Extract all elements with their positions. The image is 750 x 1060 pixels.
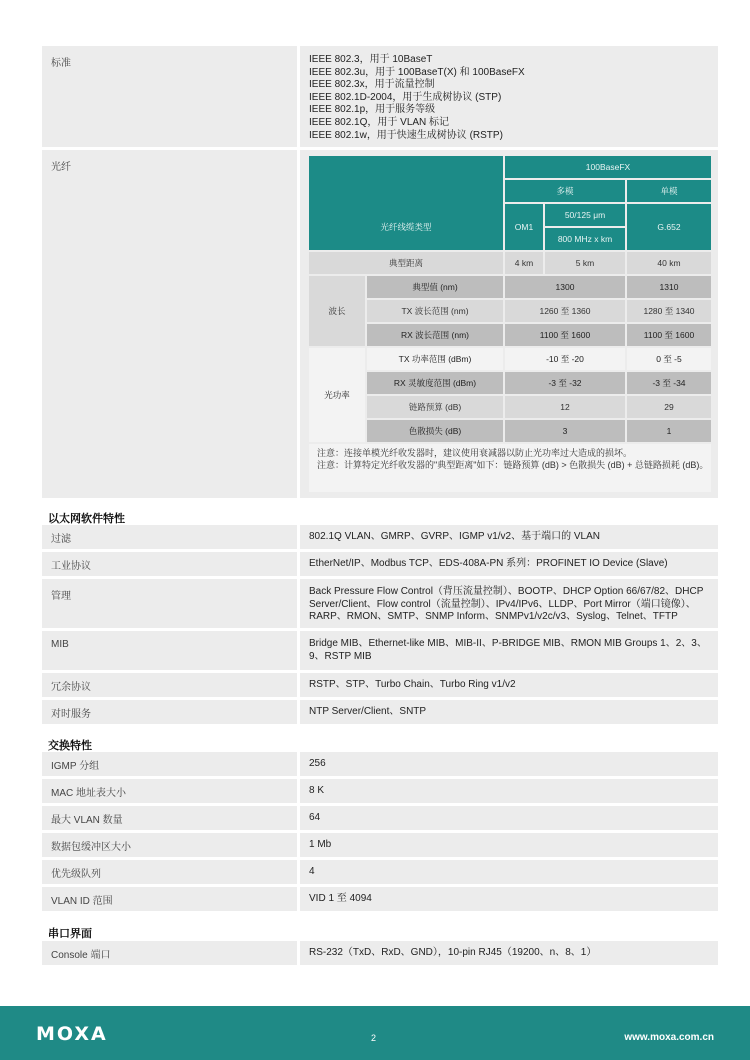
console-port-label: Console 端口: [42, 941, 297, 965]
igmp-label: IGMP 分组: [42, 752, 297, 776]
header-singlemode: 单模: [627, 180, 711, 202]
max-vlan-value: 64: [300, 806, 718, 830]
section-title-switch: 交换特性: [48, 740, 92, 752]
page-number: 2: [371, 1033, 377, 1043]
note-distance: 注意：计算特定光纤收发器的"典型距离"如下：链路预算 (dB) > 色散损失 (dB) + 总链路损耗 (dB)。: [317, 460, 709, 470]
op-rx-sm: -3 至 -34: [627, 372, 711, 394]
priority-label: 优先级队列: [42, 860, 297, 884]
op-rx-label: RX 灵敏度范围 (dBm): [367, 372, 503, 394]
website-link[interactable]: www.moxa.com.cn: [624, 1032, 714, 1043]
spec-row: [42, 806, 718, 830]
spec-row: [42, 833, 718, 857]
cable-spec-top: 50/125 μm: [545, 204, 625, 226]
redundancy-value: RSTP、STP、Turbo Chain、Turbo Ring v1/v2: [300, 673, 718, 697]
op-disp-mm: 3: [505, 420, 625, 442]
op-budget-label: 链路预算 (dB): [367, 396, 503, 418]
section-title-serial: 串口界面: [48, 928, 92, 940]
mac-table-value: 8 K: [300, 779, 718, 803]
buffer-value: 1 Mb: [300, 833, 718, 857]
spec-row: [42, 552, 718, 576]
time-service-label: 对时服务: [42, 700, 297, 724]
distance-om1: 4 km: [505, 252, 543, 274]
igmp-value: 256: [300, 752, 718, 776]
spec-row: [42, 752, 718, 776]
standards-row: [42, 46, 718, 147]
wl-typical-sm: 1310: [627, 276, 711, 298]
wl-rx-sm: 1100 至 1600: [627, 324, 711, 346]
op-tx-sm: 0 至 -5: [627, 348, 711, 370]
optical-power-label: 光功率: [309, 348, 365, 442]
op-disp-label: 色散损失 (dB): [367, 420, 503, 442]
distance-multimode: 5 km: [545, 252, 625, 274]
standards-label: 标准: [42, 46, 297, 147]
standard-line: IEEE 802.1D-2004，用于生成树协议 (STP): [309, 91, 502, 103]
wl-tx-sm: 1280 至 1340: [627, 300, 711, 322]
spec-row: [42, 860, 718, 884]
wl-typical-label: 典型值 (nm): [367, 276, 503, 298]
mac-table-label: MAC 地址表大小: [42, 779, 297, 803]
standard-line: IEEE 802.3x，用于流量控制: [309, 79, 435, 91]
header-multimode: 多模: [505, 180, 625, 202]
wl-tx-mm: 1260 至 1360: [505, 300, 625, 322]
header-100basefx: 100BaseFX: [505, 156, 711, 178]
wl-rx-mm: 1100 至 1600: [505, 324, 625, 346]
cable-g652: G.652: [627, 204, 711, 250]
wavelength-label: 波长: [309, 276, 365, 346]
op-budget-mm: 12: [505, 396, 625, 418]
vlan-id-value: VID 1 至 4094: [300, 887, 718, 911]
filter-label: 过滤: [42, 525, 297, 549]
standard-line: IEEE 802.1Q，用于 VLAN 标记: [309, 116, 450, 128]
moxa-logo: MOXA: [36, 1023, 108, 1045]
op-budget-sm: 29: [627, 396, 711, 418]
priority-value: 4: [300, 860, 718, 884]
industrial-protocol-label: 工业协议: [42, 552, 297, 576]
management-label: 管理: [42, 579, 297, 628]
standards-value: [300, 46, 718, 147]
spec-row: [42, 673, 718, 697]
section-title-ethernet: 以太网软件特性: [48, 513, 125, 525]
note-attenuator: 注意：连接单模光纤收发器时，建议使用衰减器以防止光功率过大造成的损坏。: [317, 448, 633, 458]
op-tx-label: TX 功率范围 (dBm): [367, 348, 503, 370]
mib-label: MIB: [42, 631, 297, 670]
console-port-value: RS-232（TxD、RxD、GND），10-pin RJ45（19200、n、8、1）: [300, 941, 718, 965]
wl-rx-label: RX 波长范围 (nm): [367, 324, 503, 346]
buffer-label: 数据包缓冲区大小: [42, 833, 297, 857]
spec-row: [42, 941, 718, 965]
fiber-label: 光纤: [42, 150, 297, 498]
spec-row: [42, 631, 718, 670]
cable-spec-bottom: 800 MHz x km: [545, 228, 625, 250]
management-value: Back Pressure Flow Control（背压流量控制）、BOOTP、DHCP Option 66/67/82、DHCP Server/Client、Flow control（流量控制）、IPv4/IPv6、LLDP、Port Mirror（端口镜像）、RARP、RMON、SMTP、SNMP Inform、SNMPv1/v2c/v3、Syslog、Telnet、TFTP: [300, 579, 718, 628]
typical-distance-label: 典型距离: [309, 252, 503, 274]
spec-row: [42, 579, 718, 628]
standard-line: IEEE 802.1w，用于快速生成树协议 (RSTP): [309, 129, 503, 141]
standard-line: IEEE 802.3，用于 10BaseT: [309, 54, 433, 65]
op-disp-sm: 1: [627, 420, 711, 442]
spec-row: [42, 525, 718, 549]
spec-row: [42, 779, 718, 803]
filter-value: 802.1Q VLAN、GMRP、GVRP、IGMP v1/v2、基于端口的 VLAN: [300, 525, 718, 549]
spec-row: [42, 887, 718, 911]
wl-typical-mm: 1300: [505, 276, 625, 298]
spec-row: [42, 700, 718, 724]
distance-singlemode: 40 km: [627, 252, 711, 274]
wl-tx-label: TX 波长范围 (nm): [367, 300, 503, 322]
cable-type-label: 光纤线缆类型: [309, 204, 503, 250]
standard-line: IEEE 802.3u，用于 100BaseT(X) 和 100BaseFX: [309, 66, 525, 78]
standard-line: IEEE 802.1p，用于服务等级: [309, 104, 436, 116]
redundancy-label: 冗余协议: [42, 673, 297, 697]
vlan-id-label: VLAN ID 范围: [42, 887, 297, 911]
time-service-value: NTP Server/Client、SNTP: [300, 700, 718, 724]
cable-om1: OM1: [505, 204, 543, 250]
max-vlan-label: 最大 VLAN 数量: [42, 806, 297, 830]
mib-value: Bridge MIB、Ethernet-like MIB、MIB-II、P-BRIDGE MIB、RMON MIB Groups 1、2、3、9、RSTP MIB: [300, 631, 718, 670]
industrial-protocol-value: EtherNet/IP、Modbus TCP、EDS-408A-PN 系列：PROFINET IO Device (Slave): [300, 552, 718, 576]
op-rx-mm: -3 至 -32: [505, 372, 625, 394]
op-tx-mm: -10 至 -20: [505, 348, 625, 370]
